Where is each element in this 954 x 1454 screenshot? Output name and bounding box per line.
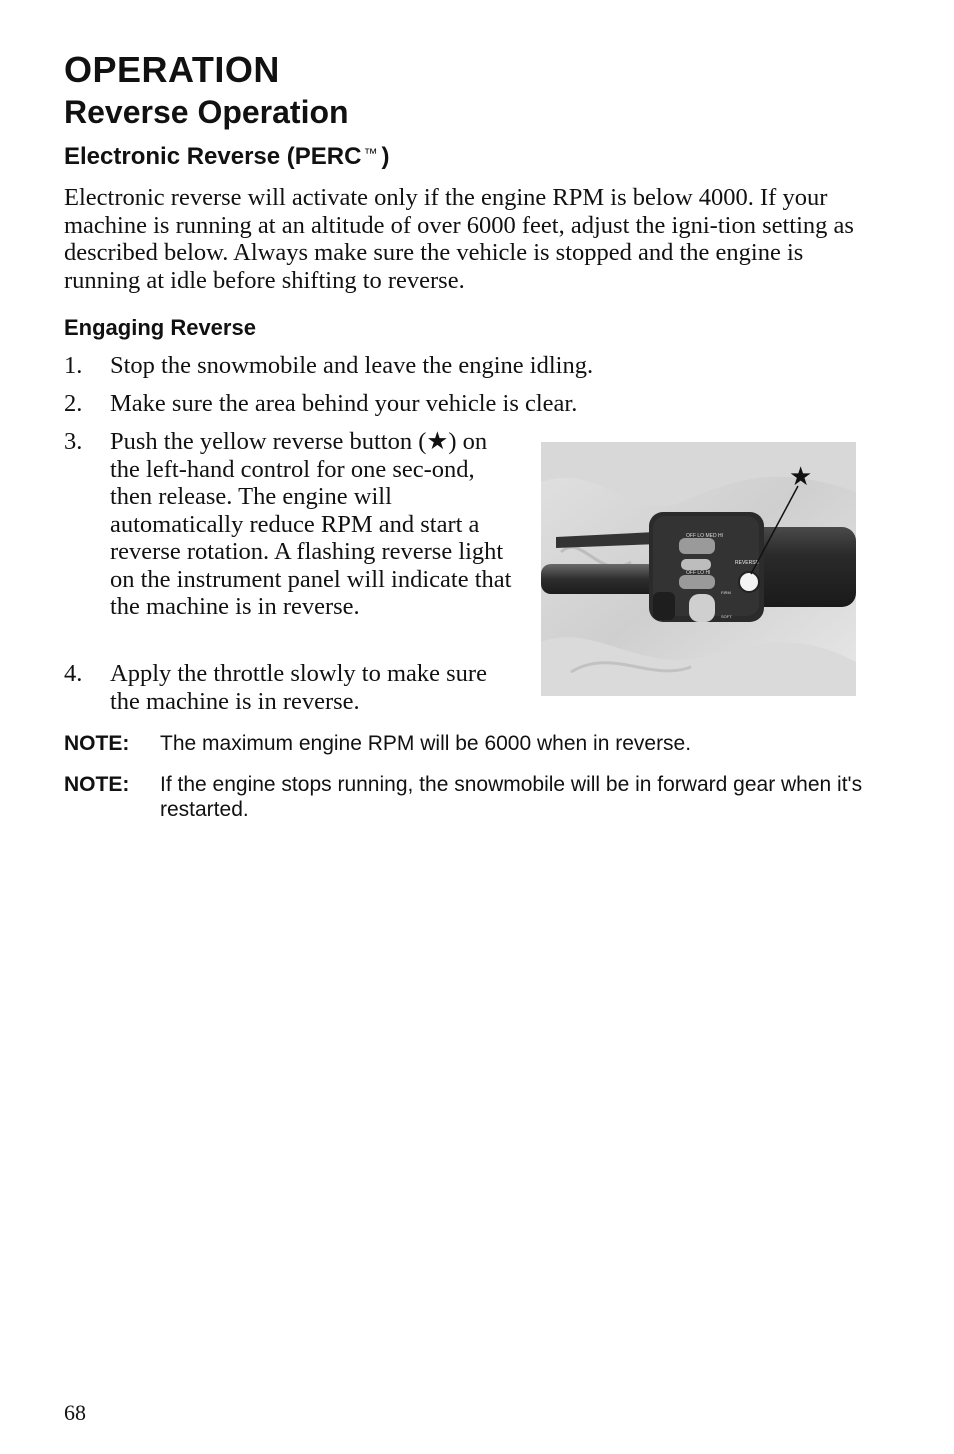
label-top-switch: OFF LO MED HI — [686, 533, 723, 539]
label-reverse: REVERSE — [735, 560, 759, 566]
step-text: Make sure the area behind your vehicle is clear. — [110, 390, 578, 417]
step-number: 4. — [64, 660, 83, 687]
note-text: The maximum engine RPM will be 6000 when in reverse. — [160, 732, 692, 755]
note-label: NOTE: — [64, 732, 130, 755]
label-firm: FIRM — [721, 590, 731, 595]
label-mid-switch: OFF LO HI — [686, 570, 711, 576]
intro-paragraph: Electronic reverse will activate only if the engine RPM is below 4000. If your machine is running at an altitude of over 6000 feet, adjust the igni-tion setting as described below. Always make sure the vehicle is stopped and the engine is running at idle before shifting to reverse. — [64, 184, 854, 294]
step-1 — [64, 352, 864, 380]
page-title: Reverse Operation — [64, 94, 349, 130]
label-soft: SOFT — [721, 614, 732, 619]
step-number: 2. — [64, 390, 83, 417]
step-4 — [64, 660, 504, 715]
reverse-button-star-icon: ★ — [789, 462, 813, 492]
subsection-heading-text: Electronic Reverse (PERC — [64, 143, 362, 170]
note-text: If the engine stops running, the snowmobile will be in forward gear when it's restarted. — [160, 773, 863, 821]
section-heading: OPERATION — [64, 49, 280, 90]
note-label: NOTE: — [64, 773, 130, 796]
handlebar-control-photo — [541, 442, 856, 696]
subsection-heading-close: ) — [381, 143, 390, 170]
step-number: 1. — [64, 352, 83, 379]
engaging-reverse-heading: Engaging Reverse — [64, 315, 256, 340]
step-number: 3. — [64, 428, 83, 455]
page-number: 68 — [64, 1400, 86, 1425]
note-engine-stop — [64, 772, 864, 822]
step-2 — [64, 390, 864, 418]
trademark-symbol: ™ — [363, 145, 378, 161]
step-3 — [64, 428, 514, 621]
step-text: Stop the snowmobile and leave the engine idling. — [110, 352, 594, 379]
step-text: Apply the throttle slowly to make sure the machine is in reverse. — [110, 660, 487, 715]
step-text: Push the yellow reverse button (★) on the left-hand control for one sec-ond, then release. The engine will automatically reduce RPM and start a reverse rotation. A flashing reverse light on the instrument panel will indicate that the machine is in reverse. — [110, 428, 512, 620]
subsection-heading — [64, 144, 389, 170]
note-max-rpm — [64, 731, 864, 756]
